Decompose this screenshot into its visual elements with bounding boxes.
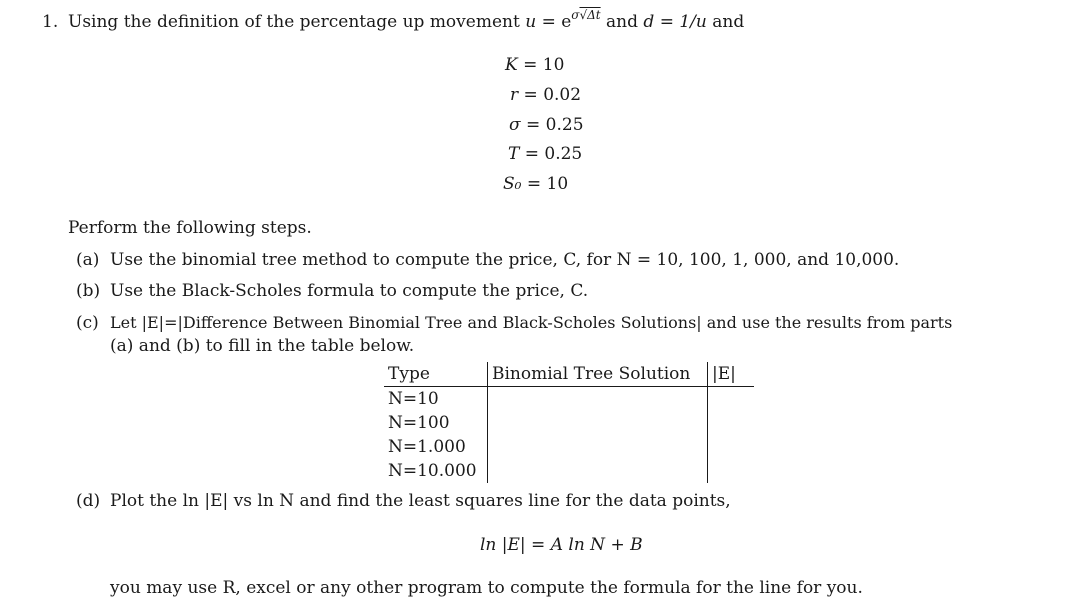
table-header-row bbox=[384, 362, 754, 387]
problem-intro-line bbox=[68, 8, 745, 32]
table-cell-binomial bbox=[488, 387, 708, 412]
table-cell-type: N=100 bbox=[384, 411, 488, 435]
table-cell-type: N=10 bbox=[384, 387, 488, 412]
table-row bbox=[384, 387, 754, 412]
least-squares-formula: ln |E| = A ln N + B bbox=[480, 535, 643, 555]
param-k bbox=[505, 57, 564, 74]
step-d-label: (d) bbox=[76, 491, 101, 511]
table-cell-binomial bbox=[488, 411, 708, 435]
step-a-label: (a) bbox=[76, 250, 100, 270]
step-d-text: Plot the ln |E| vs ln N and find the least squares line for the data points, bbox=[110, 491, 731, 511]
param-k-value: = 10 bbox=[523, 55, 565, 75]
param-k-name: K bbox=[505, 55, 518, 75]
table-cell-error bbox=[708, 411, 755, 435]
u-exp-sigma: σ bbox=[571, 8, 580, 22]
param-sigma bbox=[509, 117, 584, 134]
param-s0-name: S₀ bbox=[503, 174, 522, 194]
table-cell-binomial bbox=[488, 435, 708, 459]
step-c-text-line2: (a) and (b) to fill in the table below. bbox=[110, 336, 415, 356]
param-s0 bbox=[503, 176, 568, 193]
table-header-type: Type bbox=[384, 362, 488, 387]
table-cell-type: N=10.000 bbox=[384, 459, 488, 483]
d-expression: d = 1/u bbox=[643, 12, 707, 32]
perform-heading: Perform the following steps. bbox=[68, 218, 312, 238]
step-b-text: Use the Black-Scholes formula to compute the price, C. bbox=[110, 281, 589, 301]
param-sigma-name: σ bbox=[509, 115, 521, 135]
u-exponent bbox=[571, 8, 600, 22]
step-c-text-line1: Let |E|=|Difference Between Binomial Tree and Black-Scholes Solutions| and use the results from parts bbox=[110, 313, 953, 332]
step-a-text: Use the binomial tree method to compute the price, C, for N = 10, 100, 1, 000, and 10,000. bbox=[110, 250, 900, 270]
and-text-1: and bbox=[606, 12, 638, 32]
param-sigma-value: = 0.25 bbox=[526, 115, 584, 135]
table-cell-error bbox=[708, 387, 755, 412]
u-symbol: u bbox=[525, 12, 537, 32]
results-table bbox=[384, 362, 754, 483]
u-exp-sqrt: √Δt bbox=[579, 8, 601, 22]
table-row bbox=[384, 411, 754, 435]
param-t-name: T bbox=[508, 144, 520, 164]
table-header-error: |E| bbox=[708, 362, 755, 387]
table-cell-error bbox=[708, 435, 755, 459]
table-row bbox=[384, 435, 754, 459]
step-c-label: (c) bbox=[76, 313, 99, 333]
table-header-binomial: Binomial Tree Solution bbox=[488, 362, 708, 387]
u-base: = e bbox=[541, 12, 572, 32]
table-cell-error bbox=[708, 459, 755, 483]
param-r-name: r bbox=[510, 85, 519, 105]
param-t-value: = 0.25 bbox=[524, 144, 583, 164]
intro-text: Using the definition of the percentage up movement bbox=[68, 12, 520, 32]
step-b-label: (b) bbox=[76, 281, 101, 301]
param-s0-value: = 10 bbox=[526, 174, 569, 194]
table-cell-binomial bbox=[488, 459, 708, 483]
table-row bbox=[384, 459, 754, 483]
param-r bbox=[510, 87, 581, 104]
param-r-value: = 0.02 bbox=[523, 85, 582, 105]
closing-text: you may use R, excel or any other program to compute the formula for the line for you. bbox=[110, 578, 863, 598]
table-cell-type: N=1.000 bbox=[384, 435, 488, 459]
problem-number: 1. bbox=[42, 12, 59, 32]
param-t bbox=[508, 146, 582, 163]
and-text-2: and bbox=[712, 12, 745, 32]
